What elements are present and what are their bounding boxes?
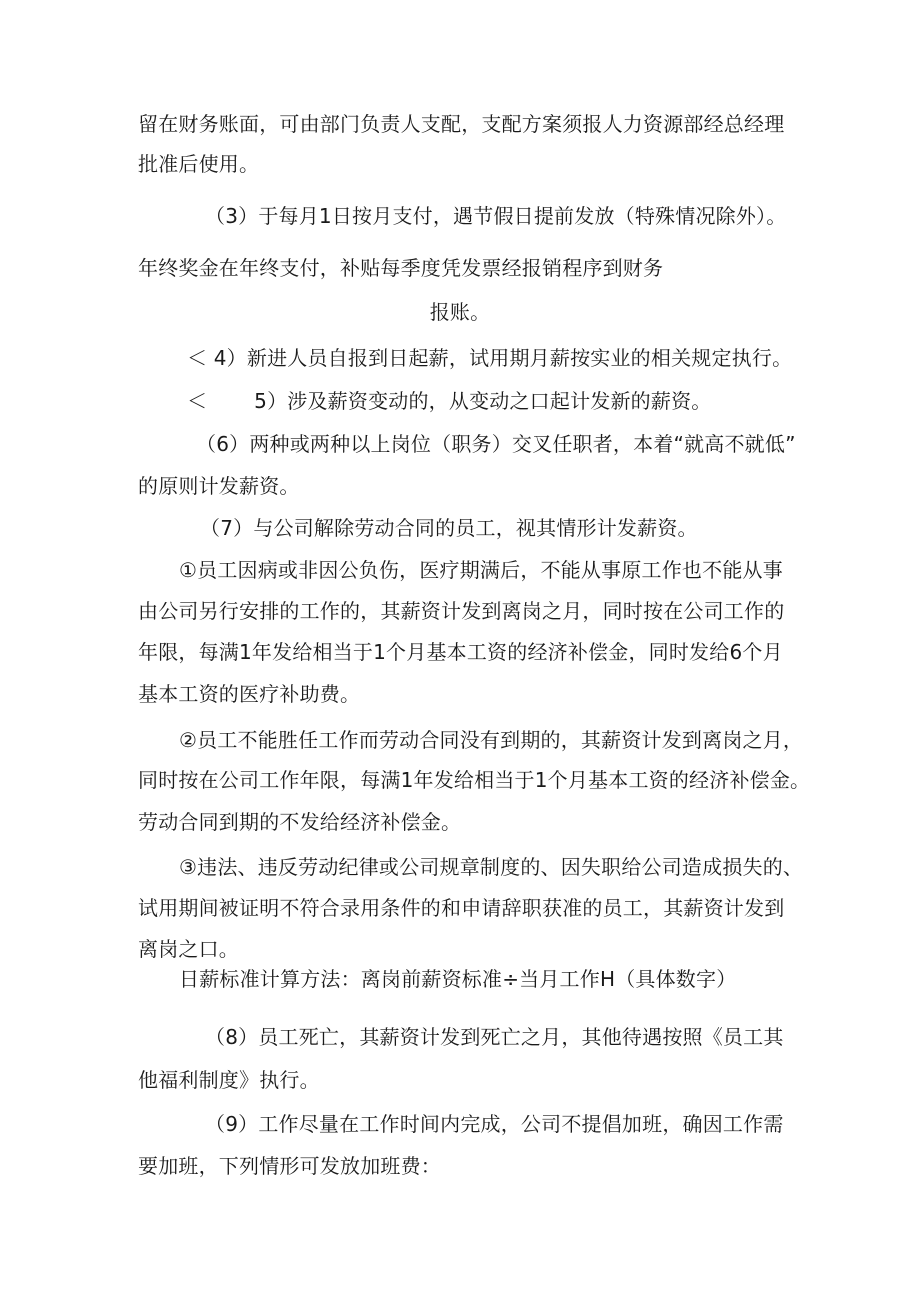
text-line: 同时按在公司工作年限，每满1年发给相当于1个月基本工资的经济补偿金。 bbox=[138, 768, 811, 792]
text-line: 批准后使用。 bbox=[138, 152, 260, 176]
text-line: ②员工不能胜任工作而劳动合同没有到期的，其薪资计发到离岗之月， bbox=[179, 728, 804, 752]
text-line: 日薪标准计算方法：离岗前薪资标准÷当月工作H（具体数字） bbox=[179, 967, 737, 991]
text-line: 劳动合同到期的不发给经济补偿金。 bbox=[138, 810, 462, 834]
text-line: 离岗之口。 bbox=[138, 937, 239, 961]
text-line: ＜ 4）新进人员自报到日起薪，试用期月薪按实业的相关规定执行。 bbox=[187, 346, 793, 370]
text-line: （7）与公司解除劳动合同的员工，视其情形计发薪资。 bbox=[200, 516, 698, 540]
text-line: （3）于每月1日按月支付，遇节假日提前发放（特殊情况除外）。 bbox=[205, 204, 787, 228]
text-line: ①员工因病或非因公负伤，医疗期满后，不能从事原工作也不能从事 bbox=[179, 558, 783, 582]
text-line: 的原则计发薪资。 bbox=[138, 474, 300, 498]
text-line: 年终奖金在年终支付，补贴每季度凭发票经报销程序到财务 bbox=[138, 256, 664, 280]
text-line: 由公司另行安排的工作的，其薪资计发到离岗之月，同时按在公司工作的 bbox=[138, 599, 785, 623]
text-line: ＜ 5）涉及薪资变动的，从变动之口起计发新的薪资。 bbox=[187, 389, 712, 413]
text-line: 要加班，下列情形可发放加班费： bbox=[138, 1154, 441, 1178]
text-line: （9）工作尽量在工作时间内完成，公司不提倡加班，确因工作需 bbox=[205, 1112, 784, 1136]
text-line: （6）两种或两种以上岗位（职务）交叉任职者，本着“就高不就低” bbox=[196, 432, 796, 456]
text-line: 试用期间被证明不符合录用条件的和申请辞职获准的员工，其薪资计发到 bbox=[138, 896, 785, 920]
text-line: （8）员工死亡，其薪资计发到死亡之月，其他待遇按照《员工其 bbox=[205, 1025, 784, 1049]
text-line: ③违法、违反劳动纪律或公司规章制度的、因失职给公司造成损失的、 bbox=[179, 855, 804, 879]
text-line: 年限，每满1年发给相当于1个月基本工资的经济补偿金，同时发给6个月 bbox=[138, 640, 783, 664]
text-line: 他福利制度》执行。 bbox=[138, 1068, 320, 1092]
text-line: 留在财务账面，可由部门负责人支配，支配方案须报人力资源部经总经理 bbox=[138, 112, 785, 136]
text-line: 基本工资的医疗补助费。 bbox=[138, 682, 361, 706]
text-line: 报账。 bbox=[429, 300, 491, 324]
